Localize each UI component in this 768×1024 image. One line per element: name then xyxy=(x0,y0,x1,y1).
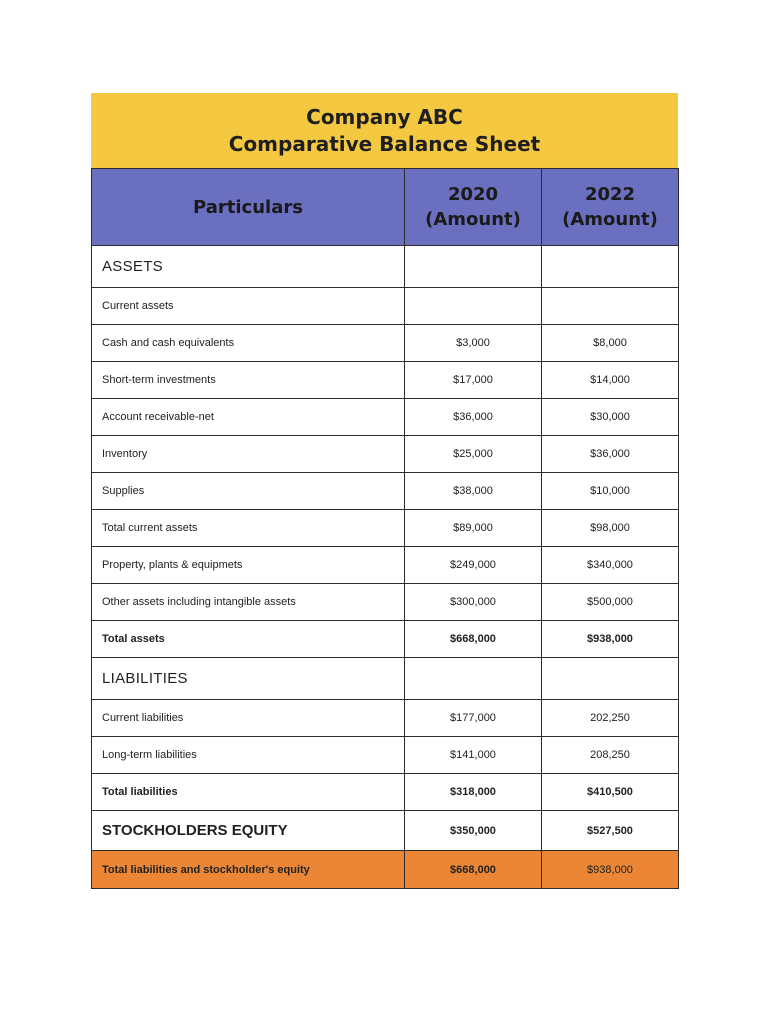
row-value-2020: $38,000 xyxy=(405,473,542,510)
row-label: Short-term investments xyxy=(92,362,405,399)
row-value-2020 xyxy=(405,288,542,325)
table-row-total-assets xyxy=(92,621,679,658)
row-value-2022: $30,000 xyxy=(542,399,679,436)
row-value-2022 xyxy=(542,246,679,288)
table-row xyxy=(92,547,679,584)
row-value-2020: $300,000 xyxy=(405,584,542,621)
row-value-2020 xyxy=(405,246,542,288)
row-label: Long-term liabilities xyxy=(92,737,405,774)
table-row-total-liabilities xyxy=(92,774,679,811)
table-row xyxy=(92,288,679,325)
sheet-title xyxy=(91,93,678,168)
header-2022-year: 2022 xyxy=(584,184,636,205)
row-value-2022: 208,250 xyxy=(542,737,679,774)
table-row-stockholders-equity xyxy=(92,811,679,851)
row-value-2022 xyxy=(542,658,679,700)
row-value-2020: $350,000 xyxy=(405,811,542,851)
table-row xyxy=(92,362,679,399)
row-label: Current liabilities xyxy=(92,700,405,737)
table-row xyxy=(92,246,679,288)
row-value-2022: $10,000 xyxy=(542,473,679,510)
table-row-grand-total xyxy=(92,851,679,889)
row-value-2022: $938,000 xyxy=(542,621,679,658)
row-label: Total liabilities and stockholder's equity xyxy=(92,851,405,889)
balance-table xyxy=(91,168,679,889)
row-value-2022: $36,000 xyxy=(542,436,679,473)
row-value-2022: $938,000 xyxy=(542,851,679,889)
row-value-2020: $668,000 xyxy=(405,621,542,658)
table-row xyxy=(92,658,679,700)
row-label: Total liabilities xyxy=(92,774,405,811)
row-value-2020: $3,000 xyxy=(405,325,542,362)
row-label: Supplies xyxy=(92,473,405,510)
header-2020-year: 2020 xyxy=(447,184,499,205)
row-label: LIABILITIES xyxy=(92,658,405,700)
row-value-2020: $141,000 xyxy=(405,737,542,774)
row-label: Cash and cash equivalents xyxy=(92,325,405,362)
row-value-2022: $98,000 xyxy=(542,510,679,547)
row-value-2020: $177,000 xyxy=(405,700,542,737)
row-value-2020: $89,000 xyxy=(405,510,542,547)
row-value-2020: $25,000 xyxy=(405,436,542,473)
company-name: Company ABC xyxy=(306,105,463,129)
table-row xyxy=(92,473,679,510)
row-label: ASSETS xyxy=(92,246,405,288)
row-value-2022: $14,000 xyxy=(542,362,679,399)
row-value-2020: $318,000 xyxy=(405,774,542,811)
row-label: Total current assets xyxy=(92,510,405,547)
table-row xyxy=(92,325,679,362)
row-label: Account receivable-net xyxy=(92,399,405,436)
row-value-2020: $249,000 xyxy=(405,547,542,584)
row-label: Total assets xyxy=(92,621,405,658)
row-label: Inventory xyxy=(92,436,405,473)
header-particulars: Particulars xyxy=(92,169,405,246)
table-row xyxy=(92,700,679,737)
row-value-2020: $668,000 xyxy=(405,851,542,889)
row-value-2022: $8,000 xyxy=(542,325,679,362)
row-value-2020 xyxy=(405,658,542,700)
table-row xyxy=(92,510,679,547)
row-label: STOCKHOLDERS EQUITY xyxy=(92,811,405,851)
header-2022-amount: (Amount) xyxy=(562,209,658,230)
header-row xyxy=(92,169,679,246)
row-value-2020: $36,000 xyxy=(405,399,542,436)
header-2020-amount: (Amount) xyxy=(425,209,521,230)
table-row xyxy=(92,737,679,774)
row-label: Current assets xyxy=(92,288,405,325)
table-row xyxy=(92,399,679,436)
row-value-2020: $17,000 xyxy=(405,362,542,399)
row-label: Property, plants & equipmets xyxy=(92,547,405,584)
row-value-2022: 202,250 xyxy=(542,700,679,737)
row-value-2022: $527,500 xyxy=(542,811,679,851)
row-value-2022: $410,500 xyxy=(542,774,679,811)
balance-sheet xyxy=(91,93,678,901)
table-row xyxy=(92,584,679,621)
row-value-2022: $500,000 xyxy=(542,584,679,621)
row-value-2022: $340,000 xyxy=(542,547,679,584)
table-row xyxy=(92,436,679,473)
row-value-2022 xyxy=(542,288,679,325)
header-2020 xyxy=(405,169,542,246)
row-label: Other assets including intangible assets xyxy=(92,584,405,621)
sheet-subtitle: Comparative Balance Sheet xyxy=(228,132,541,156)
header-2022 xyxy=(542,169,679,246)
